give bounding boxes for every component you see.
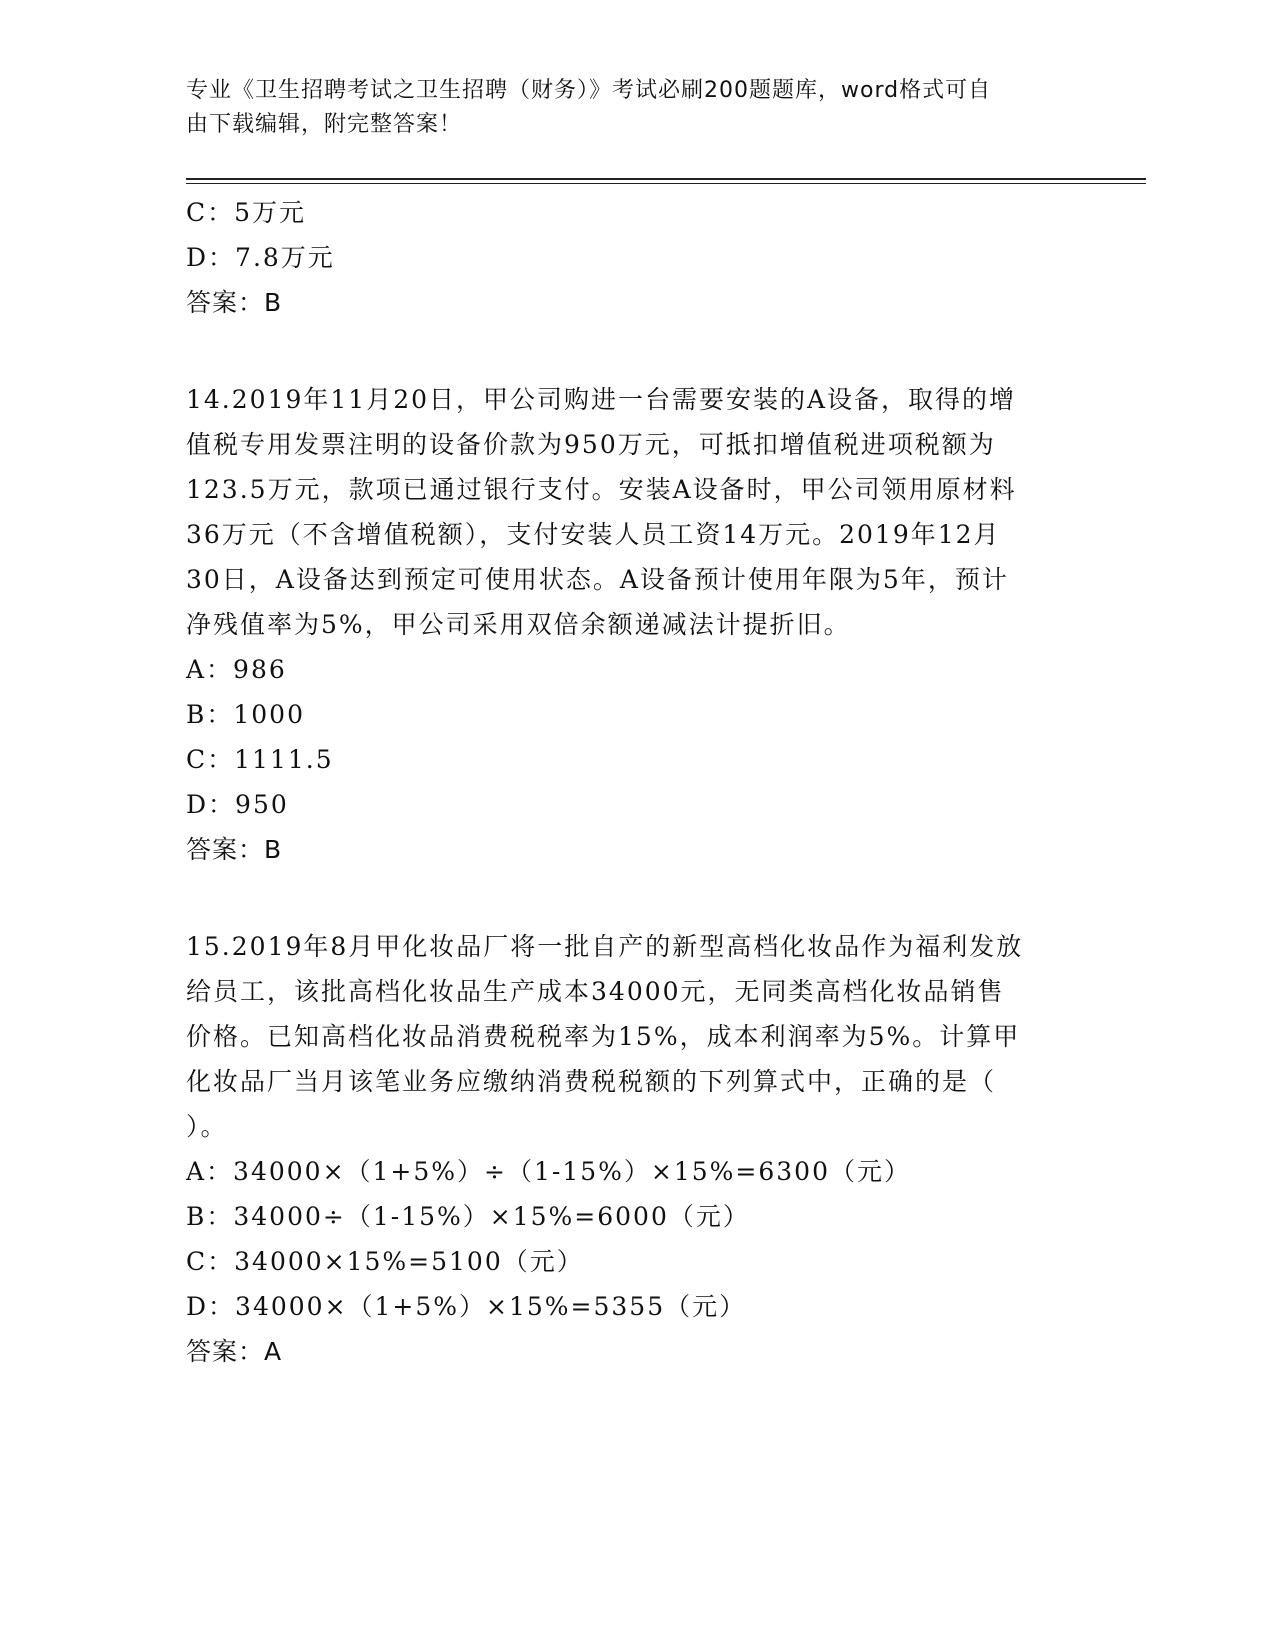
stem-line: 36万元（不含增值税额），支付安装人员工资14万元。2019年12月 xyxy=(186,520,1001,549)
answer-line: 答案：B xyxy=(186,835,283,864)
stem-line: 化妆品厂当月该笔业务应缴纳消费税税额的下列算式中，正确的是（ xyxy=(186,1067,997,1096)
stem-line: 30日，A设备达到预定可使用状态。A设备预计使用年限为5年，预计 xyxy=(186,565,1009,594)
document-header xyxy=(186,74,1086,142)
option-b: B：1000 xyxy=(186,700,305,729)
document-body xyxy=(186,190,1086,1374)
stem-line: 价格。已知高档化妆品消费税税率为15%，成本利润率为5%。计算甲 xyxy=(186,1022,1021,1051)
question-15 xyxy=(186,924,1086,1374)
stem-line: 净残值率为5%，甲公司采用双倍余额递减法计提折旧。 xyxy=(186,610,851,639)
option-b: B：34000÷（1-15%）×15%=6000（元） xyxy=(186,1202,750,1231)
option-c: C：1111.5 xyxy=(186,745,334,774)
question-14 xyxy=(186,377,1086,872)
answer-line: 答案：B xyxy=(186,288,283,317)
stem-line: 14.2019年11月20日，甲公司购进一台需要安装的A设备，取得的增 xyxy=(186,385,1017,414)
header-line-2: 由下载编辑，附完整答案！ xyxy=(186,112,463,137)
stem-line: ）。 xyxy=(186,1112,228,1141)
option-a: A：34000×（1+5%）÷（1-15%）×15%=6300（元） xyxy=(186,1157,911,1186)
header-divider-thick xyxy=(186,178,1146,180)
question-stem xyxy=(186,924,1086,1149)
header-divider-thin xyxy=(186,183,1146,184)
prev-question-tail xyxy=(186,190,1086,325)
question-stem xyxy=(186,377,1086,647)
header-line-1: 专业《卫生招聘考试之卫生招聘（财务）》考试必刷200题题库，word格式可自 xyxy=(186,78,992,103)
stem-line: 123.5万元，款项已通过银行支付。安装A设备时，甲公司领用原材料 xyxy=(186,475,1017,504)
option-c: C：34000×15%=5100（元） xyxy=(186,1247,584,1276)
answer-line: 答案：A xyxy=(186,1337,283,1366)
option-c: C：5万元 xyxy=(186,198,307,227)
stem-line: 值税专用发票注明的设备价款为950万元，可抵扣增值税进项税额为 xyxy=(186,430,996,459)
option-d: D：7.8万元 xyxy=(186,243,335,272)
stem-line: 15.2019年8月甲化妆品厂将一批自产的新型高档化妆品作为福利发放 xyxy=(186,932,1024,961)
stem-line: 给员工，该批高档化妆品生产成本34000元，无同类高档化妆品销售 xyxy=(186,977,1005,1006)
option-a: A：986 xyxy=(186,655,287,684)
option-d: D：34000×（1+5%）×15%=5355（元） xyxy=(186,1292,747,1321)
option-d: D：950 xyxy=(186,790,289,819)
